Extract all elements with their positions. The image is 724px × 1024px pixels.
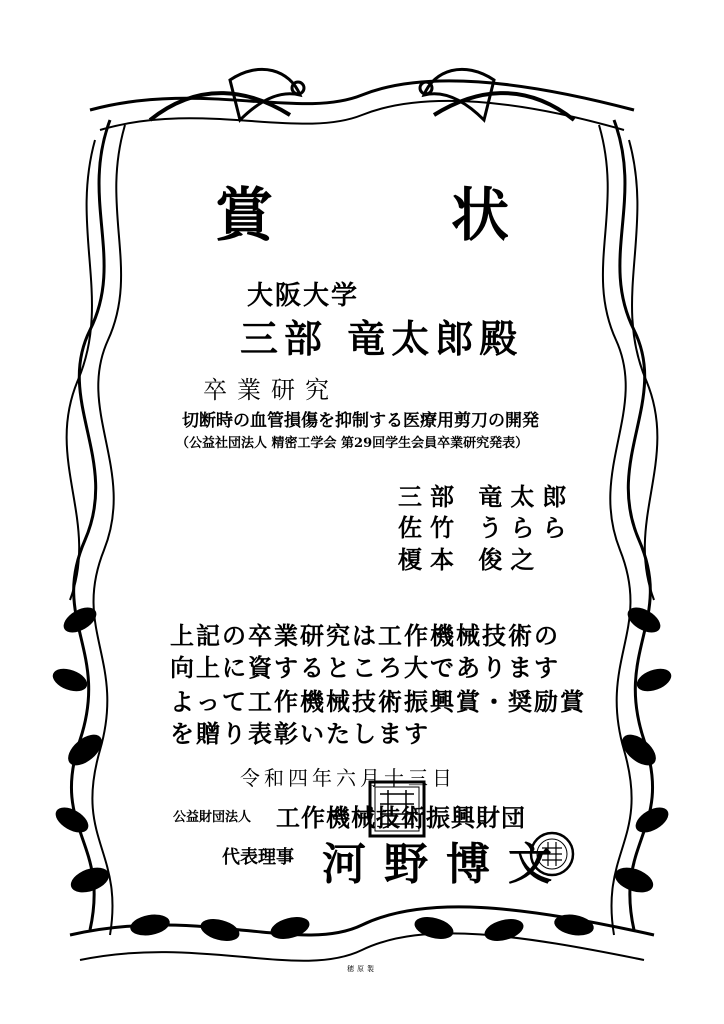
author-name: 三部 竜太郎 xyxy=(398,482,575,511)
citation-line: 上記の卒業研究は工作機械技術の xyxy=(170,621,560,650)
organization-prefix: 公益財団法人 xyxy=(173,810,252,825)
award-date: 令和四年六月十三日 xyxy=(240,766,456,790)
citation-line: を贈り表彰いたします xyxy=(170,719,430,748)
recipient-university: 大阪大学 xyxy=(247,281,360,311)
representative-name: 河野博文 xyxy=(322,839,570,890)
representative-title: 代表理事 xyxy=(222,847,294,868)
author-name: 榎本 俊之 xyxy=(398,545,543,574)
certificate-title: 賞 状 xyxy=(214,181,569,249)
organization-name: 工作機械技術振興財団 xyxy=(276,803,526,832)
research-title: 切断時の血管損傷を抑制する医療用剪刀の開発 xyxy=(182,411,539,431)
recipient-name: 三部 竜太郎殿 xyxy=(240,316,524,361)
citation-line: 向上に資するところ大であります xyxy=(170,653,560,682)
research-type: 卒業研究 xyxy=(203,376,339,404)
author-name: 佐竹 うらら xyxy=(398,513,575,542)
representative-seal-icon xyxy=(528,830,576,878)
maker-mark: 穂原製 xyxy=(347,965,377,973)
citation-line: よって工作機械技術振興賞・奨励賞 xyxy=(170,687,586,716)
research-note: （公益社団法人 精密工学会 第29回学生会員卒業研究発表） xyxy=(176,436,529,451)
